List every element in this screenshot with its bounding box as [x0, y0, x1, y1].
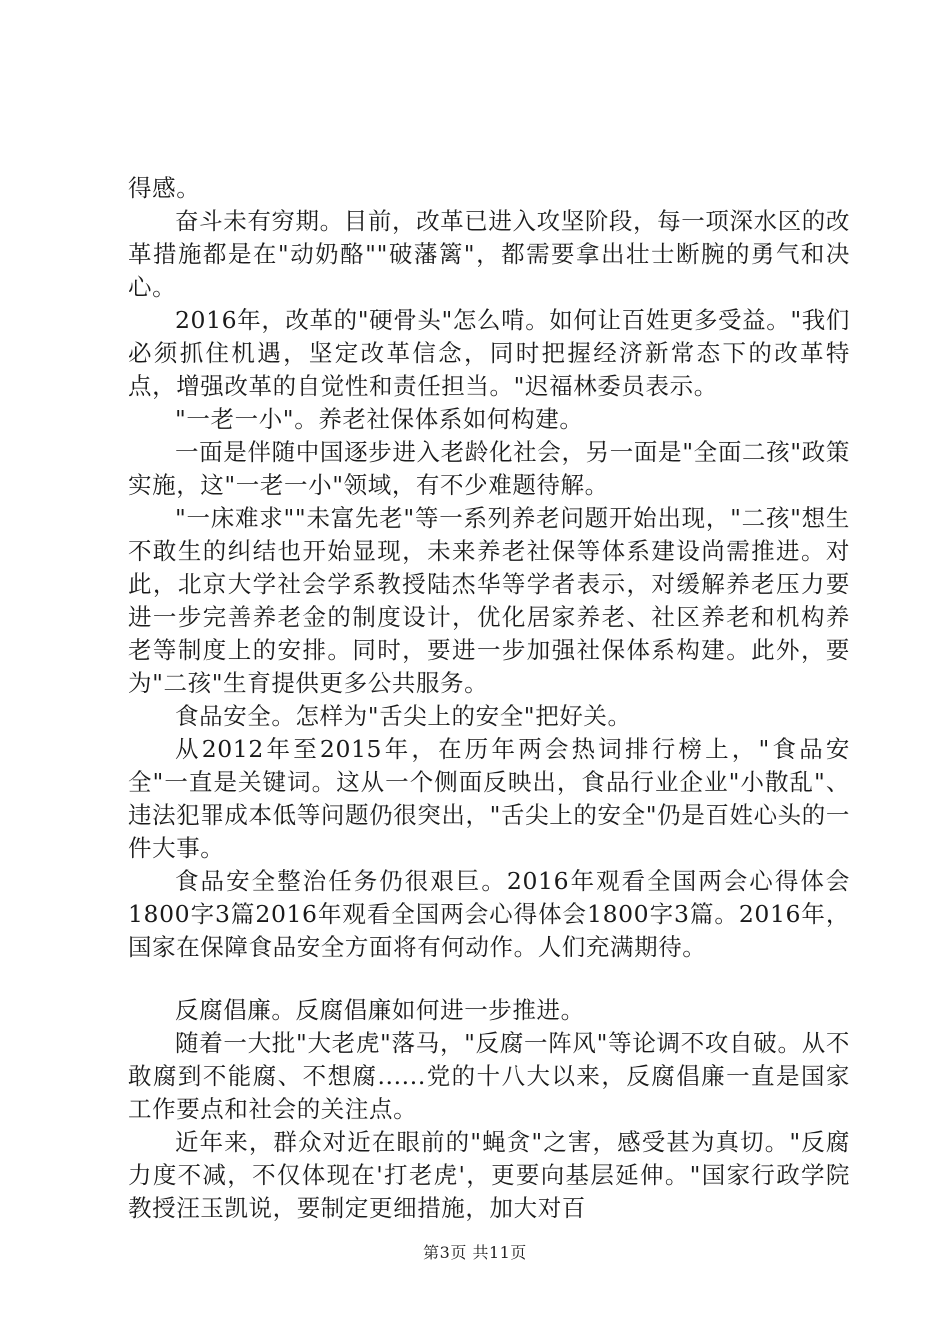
heading-elderly-children: "一老一小"。养老社保体系如何构建。: [175, 405, 584, 433]
paragraph-continuation: 得感。: [128, 174, 201, 202]
paragraph-big-tigers: 随着一大批"大老虎"落马，"反腐一阵风"等论调不攻自破。从不敢腐到不能腐、不想腐......党的十八大以来，反腐倡廉一直是国家工作要点和社会的关注点。: [128, 1029, 850, 1123]
heading-anti-corruption: 反腐倡廉。反腐倡廉如何进一步推进。: [175, 996, 585, 1024]
paragraph-aging-society: 一面是伴随中国逐步进入老龄化社会，另一面是"全面二孩"政策实施，这"一老一小"领域，有不少难题待解。: [128, 438, 850, 499]
paragraph-food-safety-keyword: 从2012年至2015年，在历年两会热词排行榜上，"食品安全"一直是关键词。这从一个侧面反映出，食品行业企业"小散乱"、违法犯罪成本低等问题仍很突出，"舌尖上的安全"仍是百姓心头的一件大事。: [128, 735, 850, 862]
heading-food-safety: 食品安全。怎样为"舌尖上的安全"把好关。: [175, 702, 632, 730]
paragraph-reform-phase: 奋斗未有穷期。目前，改革已进入攻坚阶段，每一项深水区的改革措施都是在"动奶酪""破藩篱"，都需要拿出壮士断腕的勇气和决心。: [128, 207, 850, 301]
paragraph-food-safety-task: 食品安全整治任务仍很艰巨。2016年观看全国两会心得体会1800字3篇2016年观看全国两会心得体会1800字3篇。2016年，国家在保障食品安全方面将有何动作。人们充满期待。: [128, 867, 850, 961]
document-body: [128, 172, 850, 1225]
paragraph-grassroots: 近年来，群众对近在眼前的"蝇贪"之害，感受甚为真切。"反腐力度不减，不仅体现在'打老虎'，更要向基层延伸。"国家行政学院教授汪玉凯说，要制定更细措施，加大对百: [128, 1128, 850, 1222]
page-footer: 第3页 共11页: [423, 1243, 527, 1262]
paragraph-pension-issues: "一床难求""未富先老"等一系列养老问题开始出现，"二孩"想生不敢生的纠结也开始显现，未来养老社保等体系建设尚需推进。对此，北京大学社会学系教授陆杰华等学者表示，对缓解养老压力要进一步完善养老金的制度设计，优化居家养老、社区养老和机构养老等制度上的安排。同时，要进一步加强社保体系构建。此外，要为"二孩"生育提供更多公共服务。: [128, 504, 850, 697]
paragraph-reform-2016: 2016年，改革的"硬骨头"怎么啃。如何让百姓更多受益。"我们必须抓住机遇，坚定改革信念，同时把握经济新常态下的改革特点，增强改革的自觉性和责任担当。"迟福林委员表示。: [128, 306, 850, 400]
